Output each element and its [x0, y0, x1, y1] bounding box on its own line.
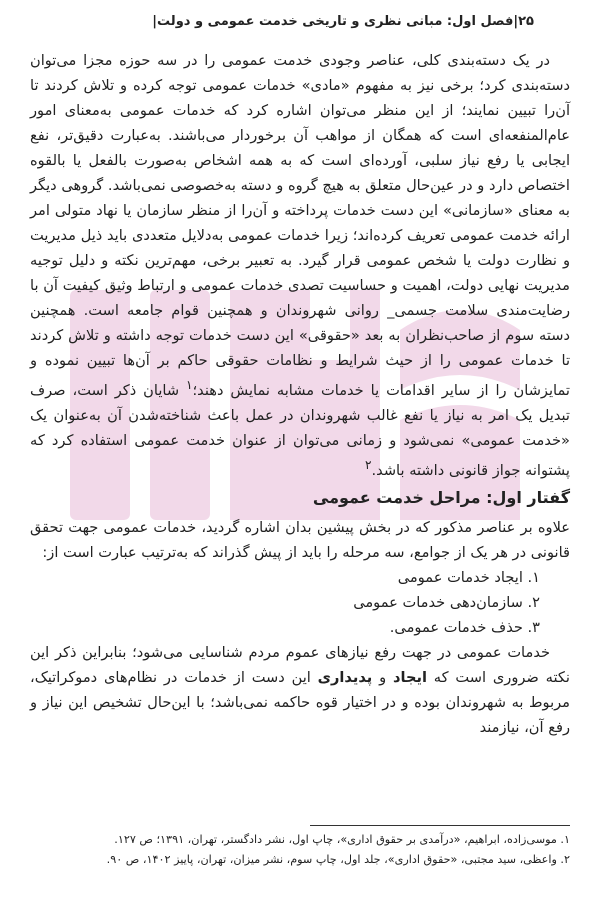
paragraph-3-and: و	[372, 668, 393, 686]
footnote-divider	[310, 825, 570, 826]
paragraph-1-continued: شایان ذکر است، صرف تبدیل یک امر به نیاز یا نفع غالب شهروندان در عمل باعث شناخته‌شدن آن به‌عنوان یک «خدمت عمومی» نمی‌شود و زمانی می‌توان از عنوان خدمت عمومی استفاده کرد که پشتوانه جواز قانونی داشته باشد.	[30, 381, 570, 479]
paragraph-2: علاوه بر عناصر مذکور که در بخش پیشین بدان اشاره گردید، خدمات عمومی جهت تحقق قانونی در هر یک از جوامع، سه مرحله را باید از پیش گذراند که به‌ترتیب عبارت است از:	[30, 518, 570, 561]
running-header: ۲۵|فصل اول: مبانی نظری و تاریخی خدمت عمومی و دولت|	[152, 14, 534, 29]
paragraph-3-text-c: این دست از خدمات در نظام‌های دموکراتیک، مربوط به شهروندان بوده و در اختیار قوه حاکمه نمی‌باشد؛ با این‌حال تشخیص این نیاز و رفع آن، نیازمند	[30, 668, 570, 736]
footnote-ref-1[interactable]: ۱	[186, 378, 193, 392]
footnote-1: ۱. موسی‌زاده، ابراهیم، «درآمدی بر حقوق اداری»، چاپ اول، نشر دادگستر، تهران، ۱۳۹۱؛ ص ۱۲۷.	[114, 833, 570, 846]
footnote-2: ۲. واعظی، سید مجتبی، «حقوق اداری»، جلد اول، چاپ سوم، نشر میزان، تهران، پاییز ۱۴۰۲، ص ۹۰.	[106, 853, 570, 866]
paragraph-1-text: در یک دسته‌بندی کلی، عناصر وجودی خدمت عمومی را در سه حوزه مجزا می‌توان دسته‌بندی کرد؛ برخی نیز به مفهوم «مادی» خدمات عمومی توجه کرده و تلاش کردند تا آن‌را تبیین نمایند؛ از این منظر می‌توان اشاره کرد که خدمات عمومی به‌معنای امور عام‌المنفعه‌ای است که همگان از مواهب آن برخوردار می‌باشند. به‌عبارت دقیق‌تر، نفع ایجابی یا رفع نیاز سلبی، آورده‌ای است که به همه اشخاص به‌صورت بالفعل یا بالقوه اختصاص دارد و در عین‌حال متعلق به هیچ گروه و دسته به‌خصوصی نمی‌باشد. گروهی دیگر به معنای «سازمانی» این دست خدمات پرداخته و آن‌را از منظر سازمان یا نهاد متولی امر ارائه خدمت عمومی تعریف کرده‌اند؛ زیرا خدمات عمومی به‌دلایل متعددی باید ذیل مدیریت و نظارت دولت یا شخص عمومی قرار گیرد. به تعبیر برخی، مهم‌ترین نکته و دلیل توجیه مدیریت نهایی دولت، اهمیت و حساسیت تصدی خدمات عمومی و ارتباط وثیق کیفیت آن با رضایت‌مندی سلامت جسمی_ روانی شهروندان و همچنین قوام جامعه است. همچنین دسته سوم از صاحب‌نظران به بعد «حقوقی» این دست خدمات توجه داشته و تلاش کردند تا خدمات عمومی را از حیث شرایط و نظامات حقوقی حاکم بر آن‌ها تبیین نموده و تمایزشان را از سایر اقدامات یا خدمات مشابه نمایش دهند؛	[30, 52, 570, 399]
stages-list	[30, 565, 570, 640]
bold-term-ijad: ایجاد	[392, 668, 427, 686]
list-item: ۱. ایجاد خدمات عمومی	[397, 568, 540, 586]
list-item: ۳. حذف خدمات عمومی.	[389, 618, 540, 636]
section-heading: گفتار اول: مراحل خدمت عمومی	[312, 487, 570, 507]
bold-term-padidari: پدیداری	[317, 668, 373, 686]
footnote-ref-2[interactable]: ۲	[364, 457, 372, 472]
main-text	[30, 48, 570, 740]
paragraph-3	[30, 640, 570, 740]
paragraph-3-text-a: خدمات عمومی در جهت رفع نیازهای عموم مردم شناسایی می‌شود؛ بنابراین ذکر این نکته ضروری است که	[30, 643, 570, 686]
list-item: ۲. سازمان‌دهی خدمات عمومی	[353, 593, 540, 611]
footnotes	[30, 830, 570, 870]
paragraph-1	[30, 48, 570, 483]
